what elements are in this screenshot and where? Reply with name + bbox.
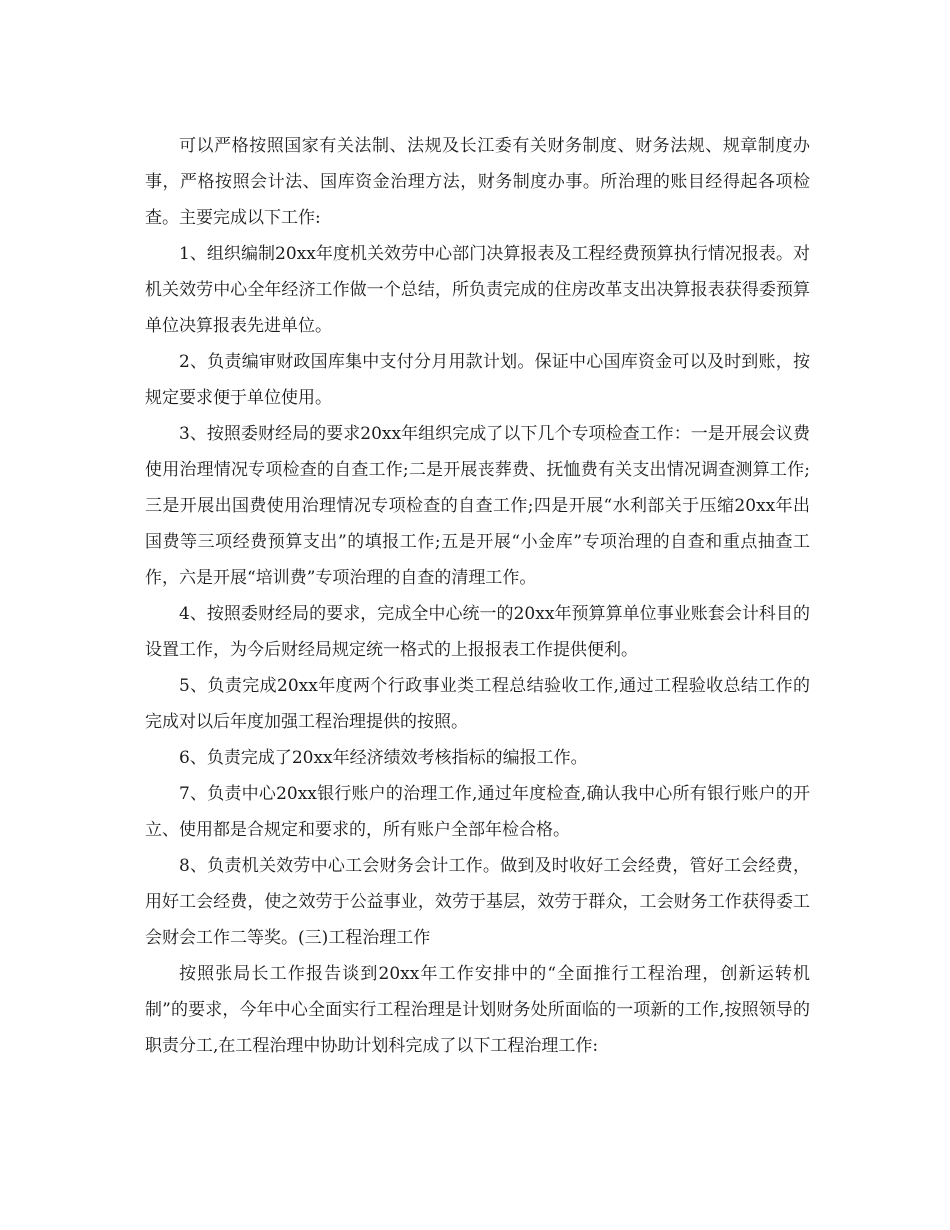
paragraph-item-1: 1、组织编制20xx年度机关效劳中心部门决算报表及工程经费预算执行情况报表。对机关效劳中心全年经济工作做一个总结，所负责完成的住房改革支出决算报表获得委预算单位决算报表先进单位。 (145, 244, 810, 336)
paragraph-item-3: 3、按照委财经局的要求20xx年组织完成了以下几个专项检查工作：一是开展会议费使用治理情况专项检查的自查工作;二是开展丧葬费、抚恤费有关支出情况调查测算工作;三是开展出国费使用治理情况专项检查的自查工作;四是开展“水利部关于压缩20xx年出国费等三项经费预算支出”的填报工作;五是开展“小金库”专项治理的自查和重点抽查工作，六是开展“培训费”专项治理的自查的清理工作。 (145, 424, 810, 588)
paragraph-item-8: 8、负责机关效劳中心工会财务会计工作。做到及时收好工会经费，管好工会经费，用好工会经费，使之效劳于公益事业，效劳于基层，效劳于群众，工会财务工作获得委工会财会工作二等奖。(三)工程治理工作 (145, 856, 810, 948)
paragraph-item-6: 6、负责完成了20xx年经济绩效考核指标的编报工作。 (179, 748, 588, 768)
paragraph-project-management: 按照张局长工作报告谈到20xx年工作安排中的“全面推行工程治理，创新运转机制”的要求，今年中心全面实行工程治理是计划财务处所面临的一项新的工作,按照领导的职责分工,在工程治理中协助计划科完成了以下工程治理工作: (145, 964, 810, 1056)
paragraph-item-4: 4、按照委财经局的要求，完成全中心统一的20xx年预算算单位事业账套会计科目的设置工作，为今后财经局规定统一格式的上报报表工作提供便利。 (145, 604, 810, 660)
document-body (145, 128, 810, 1064)
paragraph-item-2: 2、负责编审财政国库集中支付分月用款计划。保证中心国库资金可以及时到账，按规定要求便于单位使用。 (145, 352, 810, 408)
paragraph-intro: 可以严格按照国家有关法制、法规及长江委有关财务制度、财务法规、规章制度办事，严格按照会计法、国库资金治理方法，财务制度办事。所治理的账目经得起各项检查。主要完成以下工作: (145, 136, 810, 228)
paragraph-item-7: 7、负责中心20xx银行账户的治理工作,通过年度检查,确认我中心所有银行账户的开立、使用都是合规定和要求的，所有账户全部年检合格。 (145, 784, 810, 840)
paragraph-item-5: 5、负责完成20xx年度两个行政事业类工程总结验收工作,通过工程验收总结工作的完成对以后年度加强工程治理提供的按照。 (145, 676, 810, 732)
